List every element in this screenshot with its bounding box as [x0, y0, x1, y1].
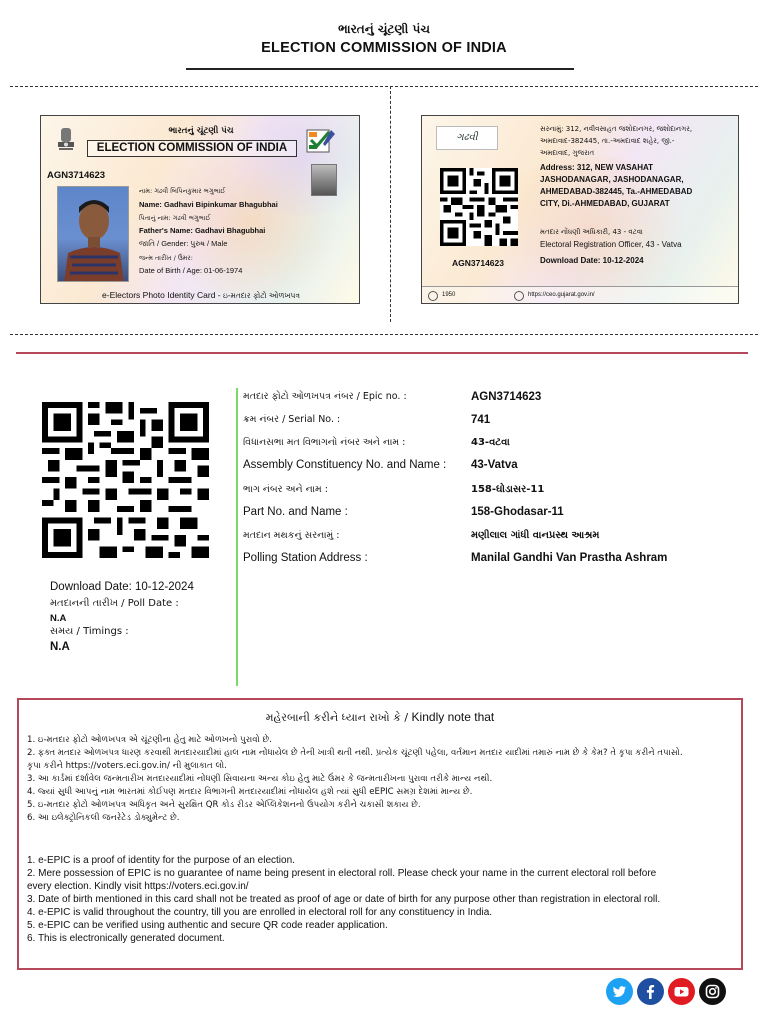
assembly-constituency-gujarati-value: 43-વટવા	[471, 437, 510, 448]
note-gujarati-line: 4. જ્યાં સુધી આપનું નામ ભારતમાં કોઈપણ મતદાર વિભાગની મતદારયાદીમાં નોંધાયેલ હશે ત્યાં સુધી eEPIC સમગ્ર દેશમાં માન્ય છે.	[27, 787, 473, 797]
timings-label: સમય / Timings :	[50, 626, 129, 637]
youtube-icon[interactable]	[668, 978, 695, 1005]
large-qr-code	[42, 402, 209, 558]
father-name-gujarati: પિતાનું નામ: ગઢવી ભગુભાઈ	[139, 214, 211, 222]
note-english-line: 3. Date of birth mentioned in this card shall not be treated as proof of age or date of birth for any purpose other than registration in electoral roll.	[27, 894, 661, 905]
mini-photo	[311, 164, 337, 196]
vertical-divider	[236, 388, 238, 686]
page-header	[0, 22, 768, 56]
epic-no-value: AGN3714623	[471, 391, 542, 403]
download-date: Download Date: 10-12-2024	[50, 581, 194, 593]
header-title-english: ELECTION COMMISSION OF INDIA	[261, 40, 507, 56]
facebook-icon[interactable]	[637, 978, 664, 1005]
assembly-constituency-label: Assembly Constituency No. and Name :	[243, 459, 447, 471]
globe-icon	[514, 291, 524, 301]
address-gujarati-line-3: અમદાવાદ, ગુજરાત	[540, 149, 595, 157]
timings-value: N.A	[50, 641, 70, 653]
polling-station-label: Polling Station Address :	[243, 552, 368, 564]
note-gujarati-line: 3. આ કાર્ડમાં દર્શાવેલ જન્મતારીખ મતદારયાદીમાં નોંધણી સિવાયના અન્ય કોઇ હેતુ માટે ઉંમર કે જન્મતારીખના પુરાવા તરીકે માન્ય નથી.	[27, 774, 493, 784]
header-title-gujarati: ભારતનું ચૂંટણી પંચ	[338, 22, 430, 36]
note-english-line: 6. This is electronically generated document.	[27, 933, 225, 944]
epic-card-front	[40, 115, 360, 304]
helpline-number: 1950	[442, 292, 456, 298]
father-name-english: Father's Name: Gadhavi Bhagubhai	[139, 226, 266, 235]
name-english: Name: Gadhavi Bipinkumar Bhagubhai	[139, 200, 278, 209]
part-no-gujarati-label: ભાગ નંબર અને નામ :	[243, 484, 328, 495]
card-title-english: ELECTION COMMISSION OF INDIA	[87, 140, 297, 157]
epic-no-label: મતદાર ફોટો ઓળખપત્ર નંબર / Epic no. :	[243, 391, 407, 402]
note-gujarati-line: 1. ઇ-મતદાર ફોટો ઓળખપત્ર એ ચૂંટણીના હેતુ માટે ઓળખનો પુરાવો છે.	[27, 735, 272, 745]
cut-line-bottom	[10, 334, 758, 335]
part-no-value: 158-Ghodasar-11	[471, 506, 564, 518]
signature: ગઢવી	[436, 126, 498, 150]
poll-date-label: મતદાનની તારીખ / Poll Date :	[50, 598, 179, 609]
address-english-line-3: AHMEDABAD-382445, Ta.-AHMEDABAD	[540, 187, 693, 196]
polling-station-gujarati-label: મતદાન મથકનું સરનામું :	[243, 530, 340, 541]
card-footer	[41, 290, 360, 301]
card-back-footer	[422, 286, 739, 304]
phone-icon	[428, 291, 438, 301]
ero-gujarati: મતદાર નોંધણી અધિકારી, 43 - વટવા	[540, 228, 643, 236]
address-gujarati-line-2: અમદાવાદ-382445, તા.-અમદાવાદ શહેર, જી.-	[540, 137, 675, 145]
note-english-line: 2. Mere possession of EPIC is no guarantee of name being present in electoral roll. Please check your name in the current electoral roll before	[27, 868, 657, 879]
instagram-icon[interactable]	[699, 978, 726, 1005]
card-title-gujarati: ભારતનું ચૂંટણી પંચ	[168, 126, 234, 136]
dob-english: Date of Birth / Age: 01-06-1974	[139, 266, 243, 275]
serial-no-label: ક્રમ નંબર / Serial No. :	[243, 414, 341, 425]
note-title-english: Kindly note that	[411, 710, 495, 724]
voter-photo	[57, 186, 129, 282]
address-gujarati-line-1: સરનામું: 312, નવીવસાહત જશોદાનગર, જશોદાનગર,	[540, 125, 693, 133]
dob-gujarati: જન્મ તારીખ / ઉંમર:	[139, 254, 193, 262]
cut-line-top	[10, 86, 758, 87]
twitter-icon[interactable]	[606, 978, 633, 1005]
epic-number: AGN3714623	[452, 258, 504, 268]
note-gujarati-line: 2. ફક્ત મતદાર ઓળખપત્ર ધારણ કરવાથી મતદારયાદીમાં હાલ નામ નોંધાયેલ છે તેની ખાત્રી થતી નથી. પ્રત્યેક ચૂંટણી પહેલા, વર્તમાન મતદાર યાદીમાં તમારું નામ છે કે કેમ? તે કૃપા કરીને તપાસો.	[27, 748, 683, 758]
address-english-line-2: JASHODANAGAR, JASHODANAGAR,	[540, 175, 684, 184]
serial-no-value: 741	[471, 414, 491, 426]
assembly-constituency-value: 43-Vatva	[471, 459, 518, 471]
card-qr-code	[440, 168, 518, 246]
note-title-gujarati: મહેરબાની કરીને ધ્યાન રાખો કે /	[265, 711, 412, 724]
polling-station-value: Manilal Gandhi Van Prastha Ashram	[471, 552, 668, 564]
card-download-date: Download Date: 10-12-2024	[540, 256, 644, 265]
note-title	[19, 710, 741, 725]
website-link[interactable]: https://ceo.gujarat.gov.in/	[528, 292, 595, 298]
epic-number: AGN3714623	[47, 170, 106, 181]
note-gujarati-line: 5. ઇ-મતદાર ફોટો ઓળખપત્ર અધિકૃત અને સુરક્ષિત QR કોડ રીડર એપ્લિકેશનનો ઉપયોગ કરીને ચકાસી શકાય છે.	[27, 800, 421, 810]
kindly-note-box	[17, 698, 743, 970]
address-english-line-4: CITY, Di.-AHMEDABAD, GUJARAT	[540, 199, 670, 208]
name-gujarati: નામ: ગઢવી બિપિનકુમાર ભગુભાઈ	[139, 187, 226, 195]
polling-station-gujarati-value: મણીલાલ ગાંધી વાનપ્રસ્થ આશ્રમ	[471, 530, 600, 541]
section-divider	[16, 352, 748, 354]
epic-card-back	[421, 115, 739, 304]
eci-logo-icon	[303, 126, 337, 156]
gender: જાતિ / Gender: પુરુષ / Male	[139, 239, 228, 248]
assembly-constituency-gujarati-label: વિધાનસભા મત વિભાગનો નંબર અને નામ :	[243, 437, 406, 448]
note-english-line: 4. e-EPIC is valid throughout the country, till you are enrolled in electoral roll for any constituency in India.	[27, 907, 493, 918]
card-footer-gujarati: ઇ-મતદાર ફોટો ઓળખપત્ર	[222, 291, 300, 300]
header-underline	[186, 68, 574, 70]
part-no-label: Part No. and Name :	[243, 506, 348, 518]
ero-english: Electoral Registration Officer, 43 - Vatva	[540, 240, 682, 249]
note-english-line: every election. Kindly visit https://voters.eci.gov.in/	[27, 881, 249, 892]
poll-date-value: N.A	[50, 613, 67, 624]
part-no-gujarati-value: 158-ઘોડાસર-11	[471, 484, 545, 495]
note-gujarati-line: 6. આ ઇલેક્ટ્રોનિકલી જનરેટેડ ડોક્યુમેન્ટ છે.	[27, 813, 180, 823]
note-gujarati-line: કૃપા કરીને https://voters.eci.gov.in/ ની મુલાકાત લો.	[27, 761, 227, 771]
cut-line-middle	[390, 86, 391, 322]
card-footer-english: e-Electors Photo Identity Card -	[102, 290, 223, 300]
note-english-line: 5. e-EPIC can be verified using authentic and secure QR code reader application.	[27, 920, 388, 931]
note-english-line: 1. e-EPIC is a proof of identity for the purpose of an election.	[27, 855, 295, 866]
address-english-line-1: Address: 312, NEW VASAHAT	[540, 163, 654, 172]
